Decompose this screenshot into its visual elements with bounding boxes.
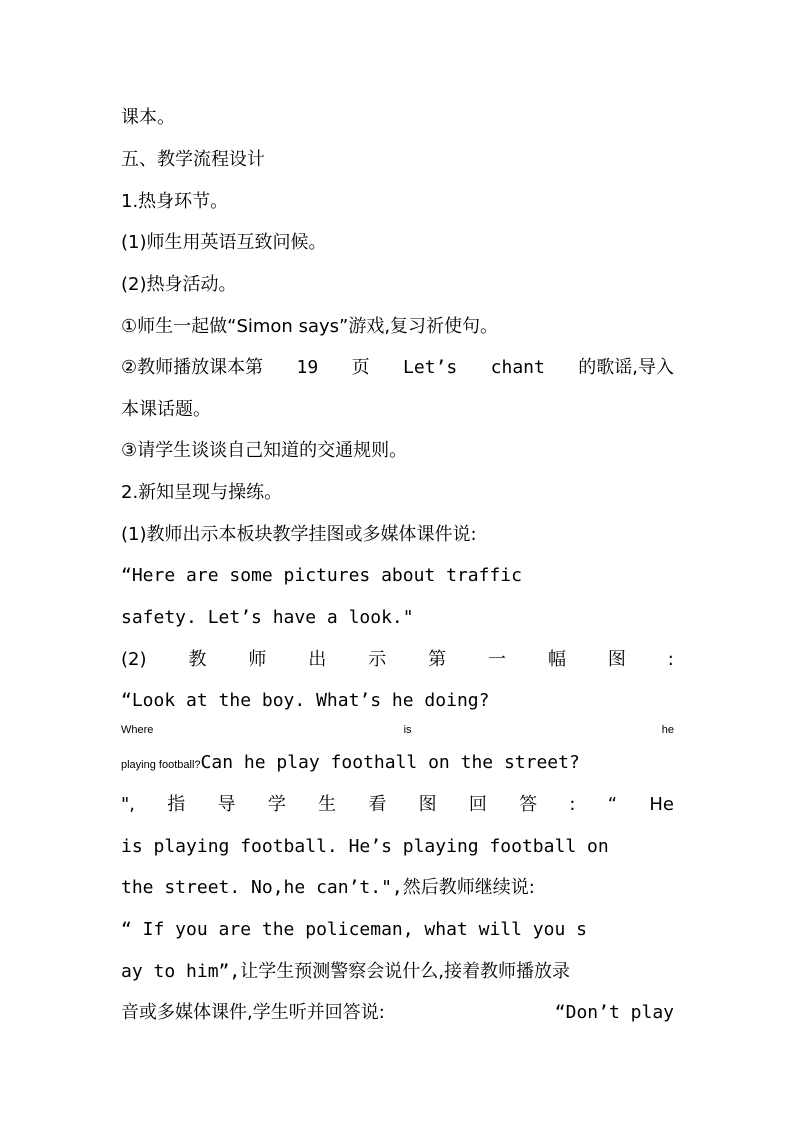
- step-heading-2: 2.新知呈现与操练。: [121, 482, 283, 503]
- token: :: [667, 649, 674, 670]
- quote-line-21: “ If you are the policeman, what will you s: [121, 919, 587, 940]
- token: is: [403, 724, 412, 736]
- quote-line-19: is playing football. He’s playing football on: [121, 836, 609, 857]
- text-line-7: [121, 356, 674, 380]
- token: 学: [267, 794, 286, 815]
- mixed-line-22: [121, 960, 674, 984]
- quote-line-15: “Look at the boy. What’s he doing?: [121, 690, 490, 711]
- token: 师: [248, 649, 267, 670]
- token: 指: [167, 794, 186, 815]
- text-line-11: (1)教师出示本板块教学挂图或多媒体课件说:: [121, 524, 477, 545]
- justified-line-18: [121, 793, 674, 817]
- token: he: [661, 724, 674, 736]
- text-segment: 音或多媒体课件,学生听并回答说:: [121, 1002, 385, 1023]
- text-line-8: 本课话题。: [121, 399, 211, 420]
- token: (2): [121, 649, 147, 670]
- text-segment: 然后教师继续说:: [402, 877, 535, 898]
- text-line-1: 课本。: [121, 107, 175, 128]
- text-segment: the street. No,he can’t.",: [121, 877, 403, 898]
- token: 答: [519, 794, 538, 815]
- token: 第: [428, 649, 447, 670]
- token: 图: [418, 794, 437, 815]
- text-segment: 的歌谣,导入: [578, 357, 674, 378]
- text-segment: ay to him”,: [121, 961, 241, 982]
- text-segment: Let’s: [403, 357, 458, 378]
- text-line-4: (1)师生用英语互致问候。: [121, 232, 327, 253]
- token: 图: [607, 649, 626, 670]
- token: He: [649, 794, 674, 815]
- token: 教: [188, 649, 207, 670]
- page-number: 19: [296, 357, 319, 378]
- token: :: [569, 794, 576, 815]
- token: 回: [468, 794, 487, 815]
- text-segment: ②教师播放课本第: [121, 357, 264, 378]
- token: 幅: [547, 649, 566, 670]
- token: 看: [368, 794, 387, 815]
- token: 导: [217, 794, 236, 815]
- token: 一: [488, 649, 507, 670]
- justified-line-16: [121, 721, 674, 739]
- text-line-6: ①师生一起做“Simon says”游戏,复习祈使句。: [121, 316, 499, 337]
- justified-line-14: [121, 648, 674, 672]
- text-segment: 让学生预测警察会说什么,接着教师播放录: [240, 961, 570, 982]
- text-segment: Can he play foothall on the street?: [200, 752, 580, 773]
- quote-line-12: “Here are some pictures about traffic: [121, 565, 522, 586]
- text-segment: “Don’t play: [554, 1002, 674, 1023]
- mixed-line-23: [121, 1001, 674, 1025]
- token: ",: [121, 794, 136, 815]
- mixed-line-17: [121, 751, 674, 777]
- section-heading: 五、教学流程设计: [121, 149, 265, 170]
- text-segment: chant: [490, 357, 545, 378]
- text-line-9: ③请学生谈谈自己知道的交通规则。: [121, 440, 408, 461]
- quote-line-13: safety. Let’s have a look.": [121, 607, 414, 628]
- step-heading-1: 1.热身环节。: [121, 191, 229, 212]
- text-segment: playing football?: [121, 759, 201, 771]
- text-segment: 页: [351, 357, 370, 378]
- token: “: [607, 794, 618, 815]
- token: Where: [121, 724, 154, 736]
- mixed-line-20: [121, 876, 674, 900]
- token: 出: [308, 649, 327, 670]
- text-line-5: (2)热身活动。: [121, 274, 237, 295]
- token: 生: [318, 794, 337, 815]
- token: 示: [368, 649, 387, 670]
